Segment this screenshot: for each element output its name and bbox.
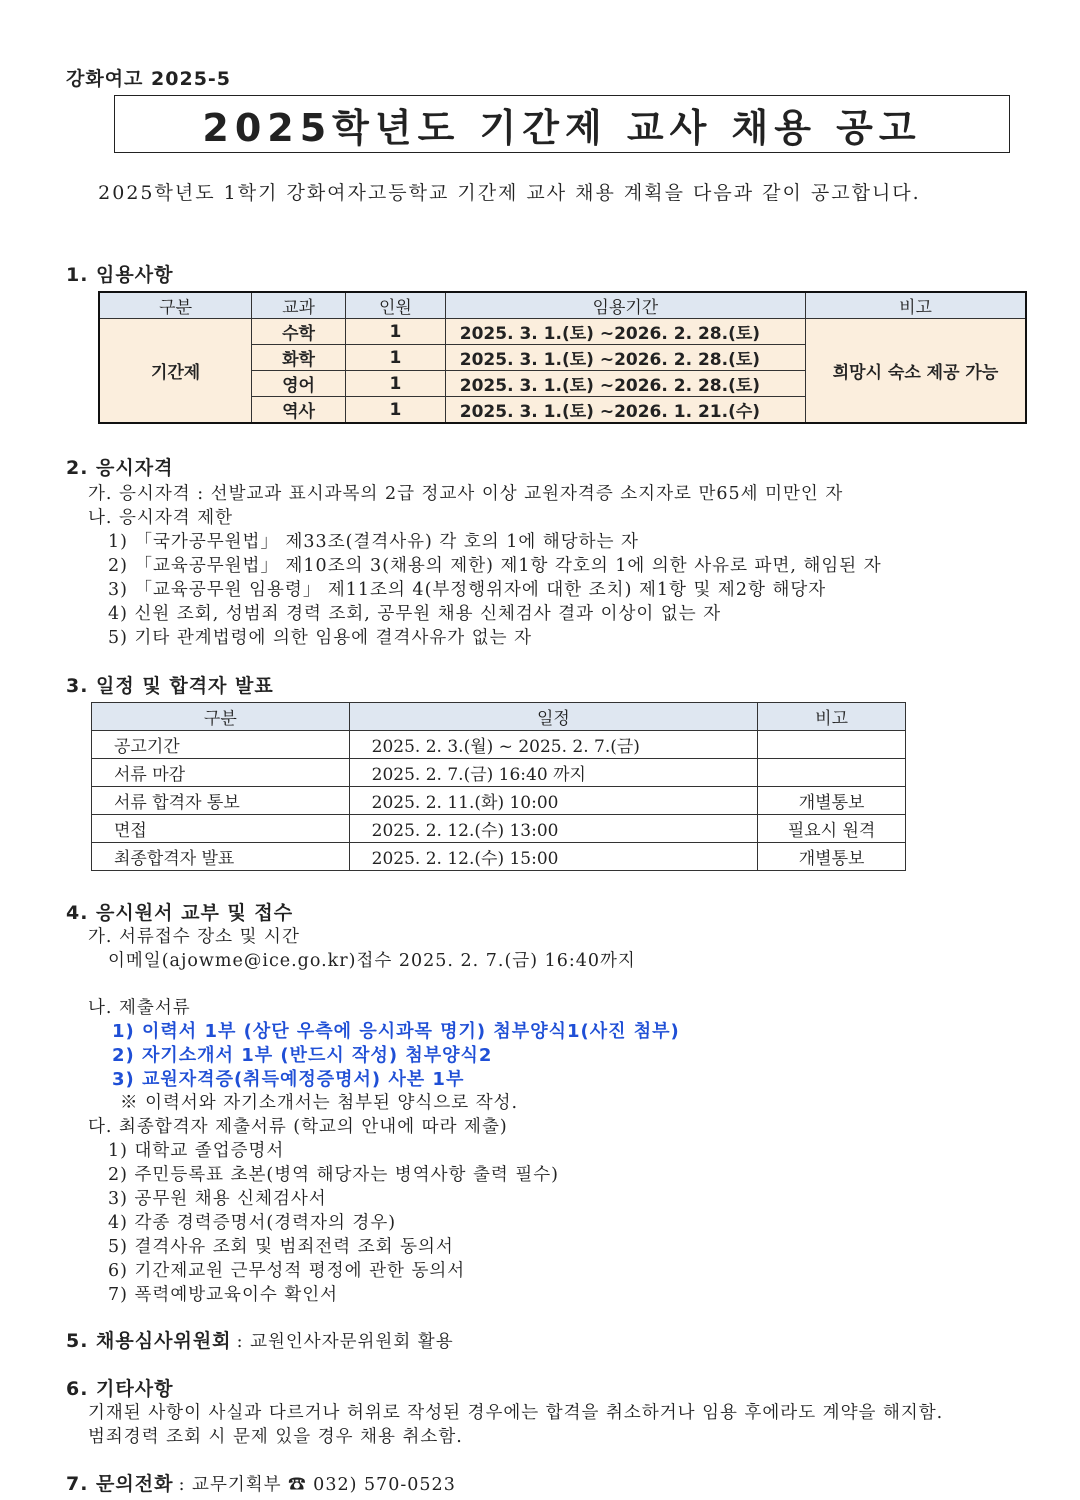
section3-heading: 3. 일정 및 합격자 발표 (66, 675, 274, 697)
list-item: 3) 공무원 채용 신체검사서 (108, 1189, 327, 1209)
note-cell: 필요시 원격 (758, 815, 906, 843)
required-document: 1) 이력서 1부 (상단 우측에 응시과목 명기) 첨부양식1(사진 첨부) (112, 1021, 680, 1042)
col-header: 비고 (806, 292, 1027, 319)
section7 (66, 1469, 456, 1496)
table-row (92, 815, 906, 843)
col-header: 구분 (99, 292, 252, 319)
table-row (99, 319, 1026, 345)
subject-cell: 역사 (252, 397, 346, 424)
item-cell: 서류 마감 (92, 759, 350, 787)
section2-heading: 2. 응시자격 (66, 457, 174, 479)
list-item: 6) 기간제교원 근무성적 평정에 관한 동의서 (108, 1261, 466, 1281)
col-header: 인원 (345, 292, 445, 319)
documents-heading: 나. 제출서류 (88, 998, 191, 1018)
list-item: 4) 각종 경력증명서(경력자의 경우) (108, 1213, 397, 1233)
table-row (92, 759, 906, 787)
submission-email: 이메일(ajowme@ice.go.kr)접수 2025. 2. 7.(금) 16:40까지 (108, 951, 636, 971)
section1-heading: 1. 임용사항 (66, 264, 174, 286)
section4-heading: 4. 응시원서 교부 및 접수 (66, 902, 294, 924)
section5 (66, 1326, 454, 1353)
count-cell: 1 (345, 371, 445, 397)
col-header: 임용기간 (445, 292, 805, 319)
item-cell: 서류 합격자 통보 (92, 787, 350, 815)
misc-line: 범죄경력 조회 시 문제 있을 경우 채용 취소함. (88, 1427, 463, 1447)
qualification-line: 가. 응시자격 : 선발교과 표시과목의 2급 정교사 이상 교원자격증 소지자로 만65세 미만인 자 (88, 484, 844, 504)
document-number: 강화여고 2025-5 (66, 68, 232, 90)
list-item: 2) 주민등록표 초본(병역 해당자는 병역사항 출력 필수) (108, 1165, 559, 1185)
title-box (114, 95, 1010, 153)
list-item: 1) 대학교 졸업증명서 (108, 1141, 285, 1161)
schedule-cell: 2025. 2. 11.(화) 10:00 (349, 787, 758, 815)
col-header: 일정 (349, 703, 758, 731)
final-documents-heading: 다. 최종합격자 제출서류 (학교의 안내에 따라 제출) (88, 1117, 508, 1137)
contact-phone: : 교무기획부 ☎ 032) 570-0523 (178, 1475, 456, 1495)
table-row (92, 787, 906, 815)
schedule-table (91, 702, 906, 871)
list-item: 2) 「교육공무원법」 제10조의 3(채용의 제한) 제1항 각호의 1에 의한 사유로 파면, 해임된 자 (108, 556, 882, 576)
note-cell (758, 731, 906, 759)
list-item: 4) 신원 조회, 성범죄 경력 조회, 공무원 채용 신체검사 결과 이상이 없는 자 (108, 604, 722, 624)
section7-heading: 7. 문의전화 (66, 1473, 174, 1495)
required-document: 3) 교원자격증(취득예정증명서) 사본 1부 (112, 1069, 465, 1090)
count-cell: 1 (345, 397, 445, 424)
subject-cell: 수학 (252, 319, 346, 345)
page-title: 2025학년도 기간제 교사 채용 공고 (202, 105, 922, 150)
category-cell: 기간제 (99, 319, 252, 424)
count-cell: 1 (345, 319, 445, 345)
item-cell: 최종합격자 발표 (92, 843, 350, 871)
schedule-cell: 2025. 2. 12.(수) 13:00 (349, 815, 758, 843)
note-cell: 개별통보 (758, 843, 906, 871)
schedule-cell: 2025. 2. 12.(수) 15:00 (349, 843, 758, 871)
submission-place-heading: 가. 서류접수 장소 및 시간 (88, 927, 300, 947)
period-cell: 2025. 3. 1.(토) ~2026. 2. 28.(토) (445, 371, 805, 397)
schedule-cell: 2025. 2. 7.(금) 16:40 까지 (349, 759, 758, 787)
period-cell: 2025. 3. 1.(토) ~2026. 2. 28.(토) (445, 345, 805, 371)
intro-text: 2025학년도 1학기 강화여자고등학교 기간제 교사 채용 계획을 다음과 같이 공고합니다. (98, 182, 921, 204)
col-header: 비고 (758, 703, 906, 731)
table-header-row (92, 703, 906, 731)
note-cell: 개별통보 (758, 787, 906, 815)
list-item: 3) 「교육공무원 임용령」 제11조의 4(부정행위자에 대한 조치) 제1항 및 제2항 해당자 (108, 580, 827, 600)
col-header: 구분 (92, 703, 350, 731)
item-cell: 공고기간 (92, 731, 350, 759)
count-cell: 1 (345, 345, 445, 371)
item-cell: 면접 (92, 815, 350, 843)
restriction-heading: 나. 응시자격 제한 (88, 508, 234, 528)
period-cell: 2025. 3. 1.(토) ~2026. 2. 28.(토) (445, 319, 805, 345)
subject-cell: 화학 (252, 345, 346, 371)
form-note: ※ 이력서와 자기소개서는 첨부된 양식으로 작성. (120, 1093, 519, 1113)
table-row (92, 731, 906, 759)
committee-text: : 교원인사자문위원회 활용 (236, 1332, 454, 1352)
table-header-row (99, 292, 1026, 319)
period-cell: 2025. 3. 1.(토) ~2026. 1. 21.(수) (445, 397, 805, 424)
remark-cell: 희망시 숙소 제공 가능 (806, 319, 1027, 424)
table-row (92, 843, 906, 871)
subject-cell: 영어 (252, 371, 346, 397)
list-item: 5) 결격사유 조회 및 범죄전력 조회 동의서 (108, 1237, 454, 1257)
appointment-table (98, 291, 1027, 424)
note-cell (758, 759, 906, 787)
misc-line: 기재된 사항이 사실과 다르거나 허위로 작성된 경우에는 합격을 취소하거나 임용 후에라도 계약을 해지함. (88, 1403, 944, 1423)
section5-heading: 5. 채용심사위원회 (66, 1330, 232, 1352)
intro-paragraph (66, 180, 1066, 207)
list-item: 7) 폭력예방교육이수 확인서 (108, 1285, 339, 1305)
list-item: 1) 「국가공무원법」 제33조(결격사유) 각 호의 1에 해당하는 자 (108, 532, 639, 552)
section6-heading: 6. 기타사항 (66, 1378, 174, 1400)
col-header: 교과 (252, 292, 346, 319)
list-item: 5) 기타 관계법령에 의한 임용에 결격사유가 없는 자 (108, 628, 532, 648)
required-document: 2) 자기소개서 1부 (반드시 작성) 첨부양식2 (112, 1045, 493, 1066)
schedule-cell: 2025. 2. 3.(월) ~ 2025. 2. 7.(금) (349, 731, 758, 759)
